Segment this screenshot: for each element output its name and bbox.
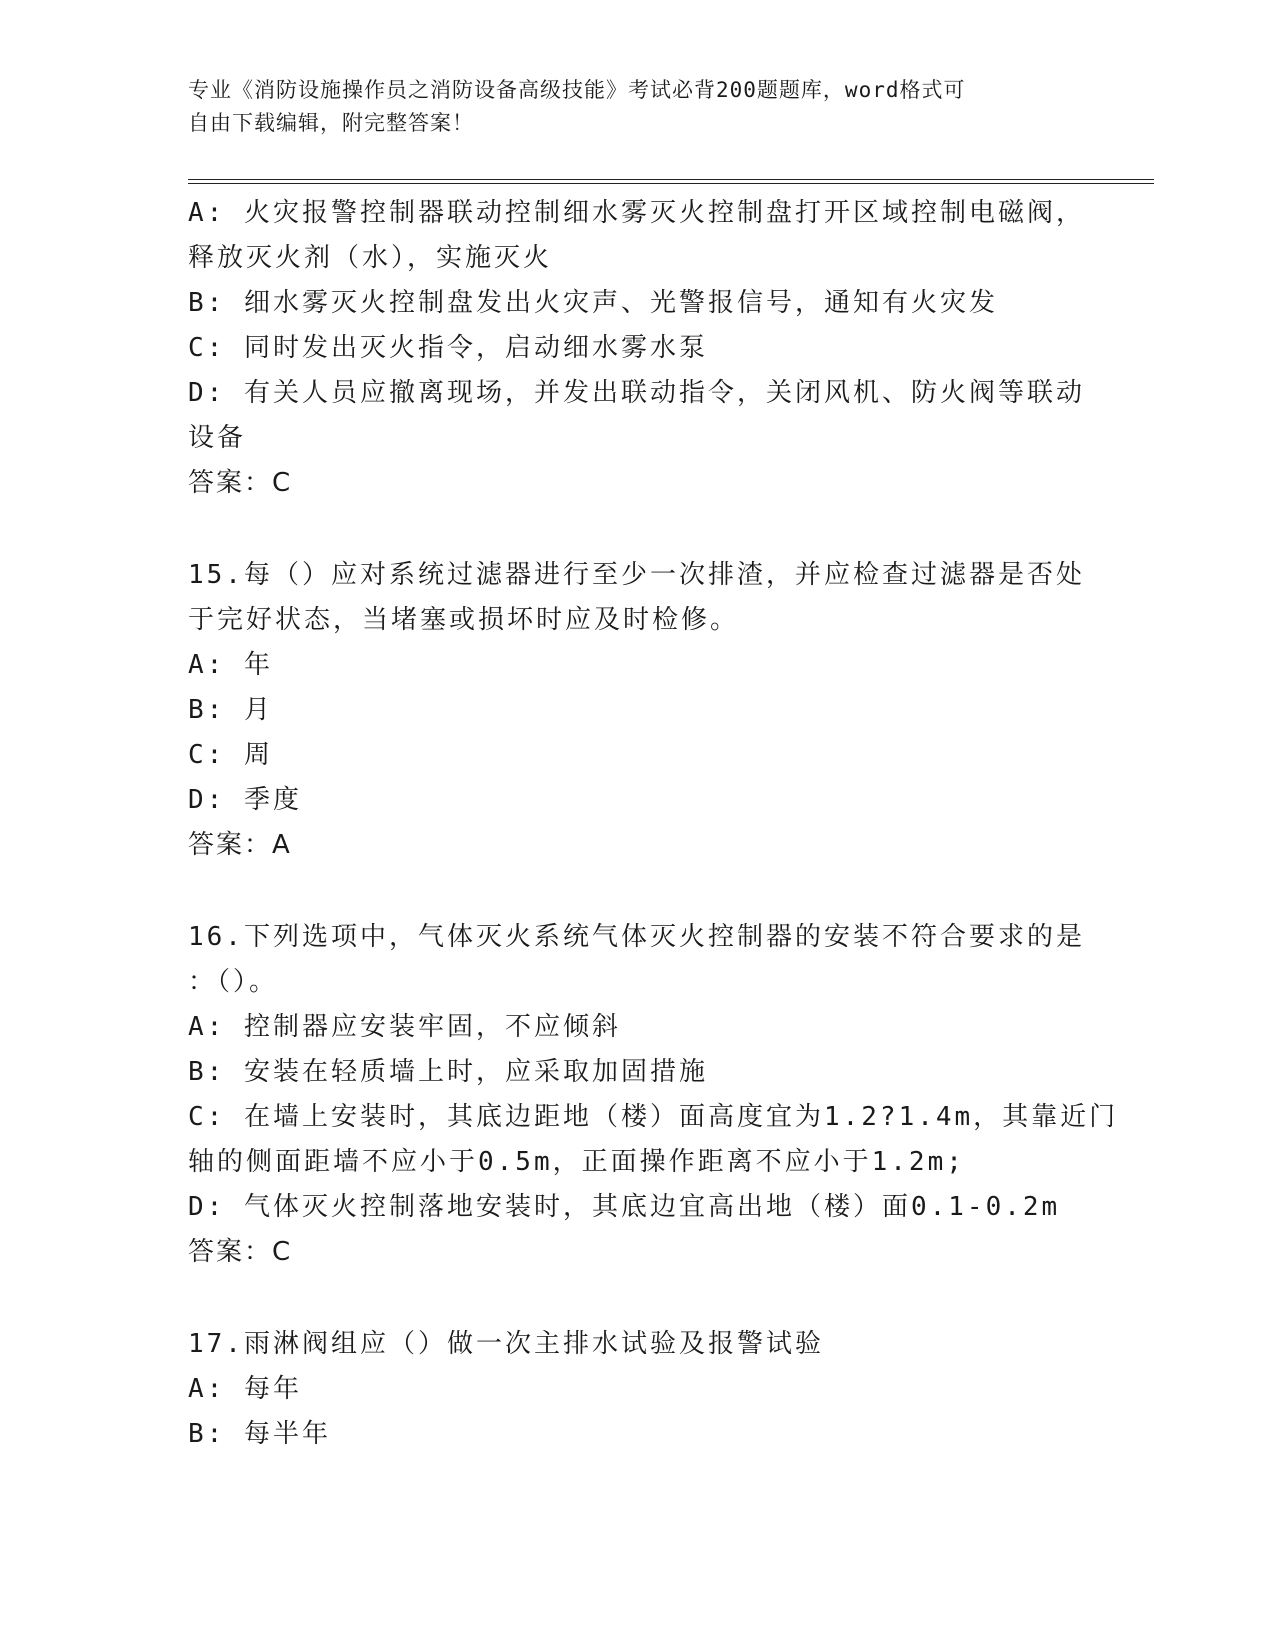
question-stem-line-2: ：（）。 — [188, 967, 279, 997]
option-c: C: 同时发出灭火指令，启动细水雾水泵 — [188, 333, 708, 363]
option-a: A: 每年 — [188, 1374, 302, 1404]
option-b: B: 细水雾灭火控制盘发出火灾声、光警报信号，通知有火灾发 — [188, 288, 998, 318]
spacer — [188, 506, 1088, 553]
option-c-line-1: C: 在墙上安装时，其底边距地（楼）面高度宜为1.2?1.4m，其靠近门 — [188, 1102, 1119, 1132]
option-b: B: 安装在轻质墙上时，应采取加固措施 — [188, 1057, 708, 1087]
header-rule-bottom — [188, 183, 1154, 184]
header-line-1: 专业《消防设施操作员之消防设备高级技能》考试必背200题题库，word格式可 — [188, 78, 966, 102]
question-17 — [188, 1322, 1088, 1457]
option-d-line-1: D: 有关人员应撤离现场，并发出联动指令，关闭风机、防火阀等联动 — [188, 378, 1085, 408]
option-a: A: 控制器应安装牢固，不应倾斜 — [188, 1012, 621, 1042]
spacer — [188, 868, 1088, 915]
document-header — [188, 74, 1088, 140]
option-a-line-2: 释放灭火剂（水），实施灭火 — [188, 243, 553, 273]
option-d: D: 气体灭火控制落地安装时，其底边宜高出地（楼）面0.1-0.2m — [188, 1192, 1061, 1222]
option-c: C: 周 — [188, 740, 273, 770]
answer: 答案：A — [188, 830, 292, 860]
option-d-line-2: 设备 — [188, 423, 247, 453]
answer: 答案：C — [188, 468, 293, 498]
option-d: D: 季度 — [188, 785, 302, 815]
question-stem: 17.雨淋阀组应（）做一次主排水试验及报警试验 — [188, 1329, 824, 1359]
spacer — [188, 1275, 1088, 1322]
option-a: A: 年 — [188, 650, 273, 680]
option-b: B: 月 — [188, 695, 273, 725]
question-list — [188, 191, 1119, 1457]
header-line-2: 自由下载编辑，附完整答案！ — [188, 111, 474, 135]
question-14 — [188, 191, 1088, 506]
question-16 — [188, 915, 1119, 1275]
question-stem-line-1: 15.每（）应对系统过滤器进行至少一次排渣，并应检查过滤器是否处 — [188, 560, 1085, 590]
answer: 答案：C — [188, 1237, 293, 1267]
header-rule-top — [188, 179, 1154, 180]
question-15 — [188, 553, 1088, 868]
question-stem-line-1: 16.下列选项中，气体灭火系统气体灭火控制器的安装不符合要求的是 — [188, 922, 1085, 952]
option-b: B: 每半年 — [188, 1419, 331, 1449]
option-a-line-1: A: 火灾报警控制器联动控制细水雾灭火控制盘打开区域控制电磁阀， — [188, 198, 1085, 228]
question-stem-line-2: 于完好状态，当堵塞或损坏时应及时检修。 — [188, 605, 740, 635]
option-c-line-2: 轴的侧面距墙不应小于0.5m，正面操作距离不应小于1.2m; — [188, 1147, 965, 1177]
